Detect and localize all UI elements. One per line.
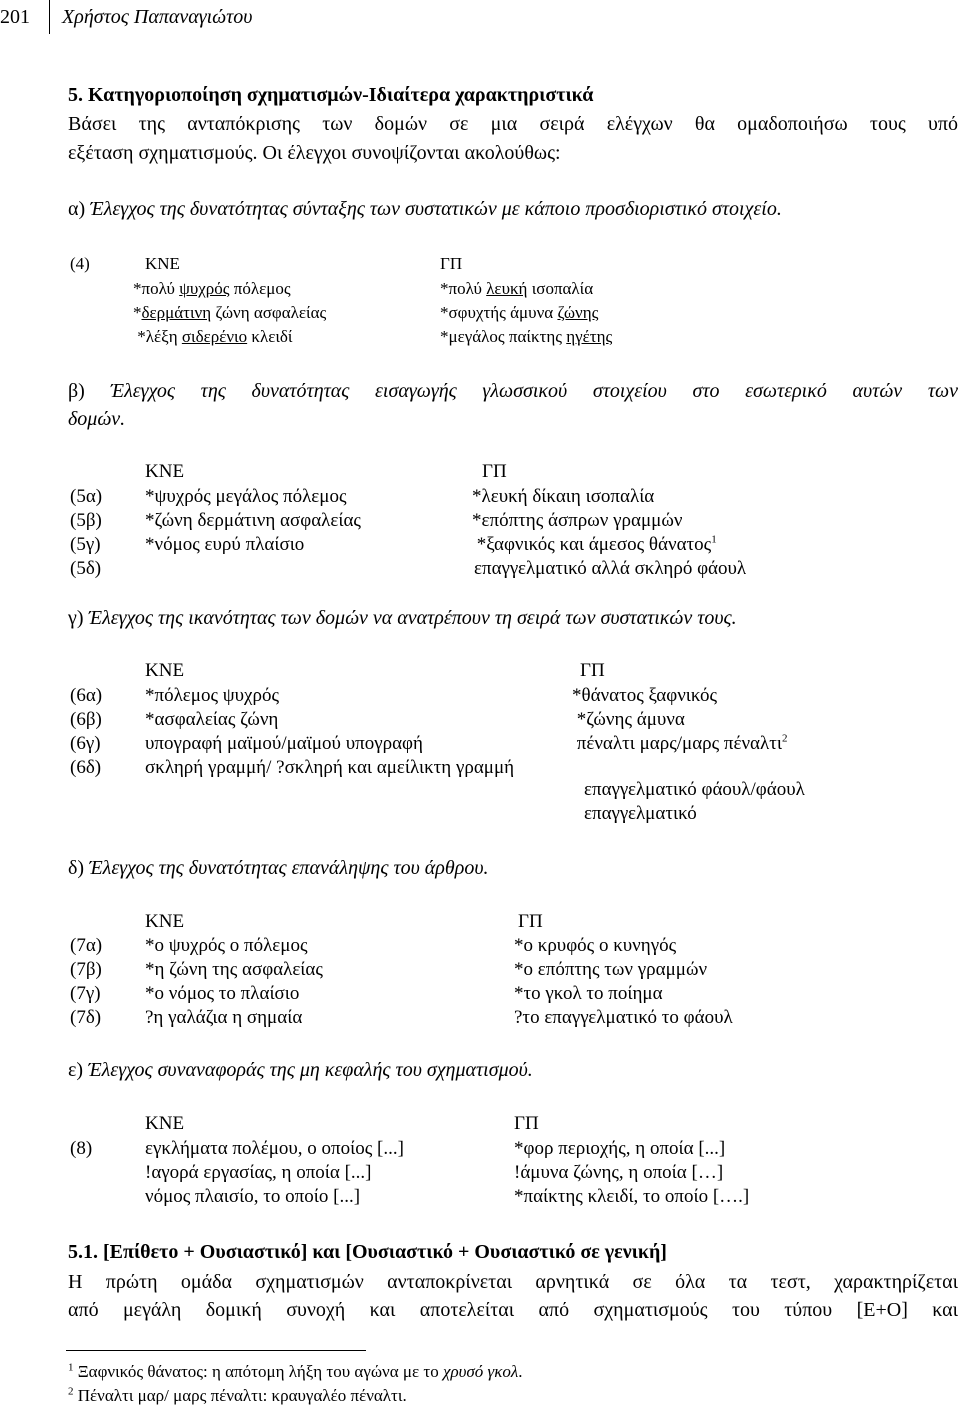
example-5d-gp: επαγγελματικό αλλά σκληρό φάουλ [474,558,747,579]
test-a-title: Έλεγχος της δυνατότητας σύνταξης των συστατικών με κάποιο προσδιοριστικό στοιχείο. [90,198,782,220]
example-7d-label: (7δ) [70,1007,102,1028]
example-5b-kne: *ζώνη δερμάτινη ασφαλείας [145,510,361,531]
section51-line1: Η πρώτη ομάδα σχηματισμών ανταποκρίνεται αρνητικά σε όλα τα τεστ, χαρακτηρίζεται [68,1271,958,1293]
example-8-kne-1: εγκλήματα πολέμου, ο οποίος [...] [145,1138,404,1159]
example-7a-label: (7α) [70,935,103,956]
footnote-separator [66,1350,366,1351]
example-8-kne-2: !αγορά εργασίας, η οποία [...] [145,1162,372,1183]
example-6d-gp-line2: επαγγελματικό [584,803,697,824]
example-7-kne-header: ΚΝΕ [145,911,185,932]
running-header-author: Χρήστος Παπαναγιώτου [62,6,253,28]
example-6c-gp: πέναλτι μαρς/μαρς πέναλτι$^2$ [572,732,788,754]
example-7-gp-header: ΓΠ [518,911,543,932]
footnote-ref-1[interactable]: 1 [711,533,717,546]
example-7c-kne: *ο νόμος το πλαίσιο [145,983,300,1004]
example-6-kne-header: ΚΝΕ [145,660,185,681]
example-8-kne-header: ΚΝΕ [145,1113,185,1134]
example-7c-label: (7γ) [70,983,101,1004]
example-8-kne-3: νόμος πλαισίο, το οποίο [...] [145,1186,361,1207]
footnote-ref-2[interactable]: 2 [781,732,788,745]
example-5b-label: (5β) [70,510,102,531]
example-6-gp-header: ΓΠ [580,660,605,681]
test-a-heading [68,199,782,219]
example-8-label: (8) [70,1138,93,1159]
footnote-1: $^1$ Ξαφνικός θάνατος: η απότομη λήξη του αγώνα με το χρυσό γκολ. [68,1361,523,1381]
section5-intro-line2: εξέταση σχηματισμούς. Οι έλεγχοι συνοψίζονται ακολούθως: [68,142,561,164]
example-6a-label: (6α) [70,685,103,706]
example-4-kne-row-3: *λέξη σιδερένιο κλειδί [133,327,293,346]
example-7a-gp: *ο κρυφός ο κυνηγός [514,935,677,956]
example-5a-kne: *ψυχρός μεγάλος πόλεμος [145,486,347,507]
example-7b-kne: *η ζώνη της ασφαλείας [145,959,323,980]
example-5c-label: (5γ) [70,534,101,555]
footnote-2: $^2$ Πέναλτι μαρ/ μαρς πέναλτι: κραυγαλέο πέναλτι. [68,1385,407,1405]
example-6c-kne: υπογραφή μαϊμού/μαϊμού υπογραφή [145,733,423,754]
example-6a-kne: *πόλεμος ψυχρός [145,685,279,706]
page-number: 201 [0,6,30,28]
example-6b-label: (6β) [70,709,102,730]
example-5c-kne: *νόμος ευρύ πλαίσιο [145,534,305,555]
example-4-label: (4) [70,254,90,273]
example-5a-label: (5α) [70,486,103,507]
example-6d-gp-line1: επαγγελματικό φάουλ/φάουλ [584,779,805,800]
example-7b-label: (7β) [70,959,102,980]
example-4-kne-row-2: *δερμάτινη ζώνη ασφαλείας [133,303,327,322]
test-c-heading: γ) Έλεγχος της ικανότητας των δομών να ανατρέπουν τη σειρά των συστατικών τους. [68,607,737,629]
example-6b-gp: *ζώνης άμυνα [572,709,685,730]
example-5c-gp: *ξαφνικός και άμεσος θάνατος$^1$ [472,533,717,555]
example-6b-kne: *ασφαλείας ζώνη [145,709,279,730]
example-6d-label: (6δ) [70,757,102,778]
example-5b-gp: *επόπτης άσπρων γραμμών [472,510,683,531]
example-4-gp-row-2: *σφυχτής άμυνα ζώνης [440,303,599,322]
example-4-gp-header: ΓΠ [440,254,463,273]
example-8-gp-3: *παίκτης κλειδί, το οποίο [….] [514,1186,750,1207]
example-5-gp-header: ΓΠ [482,461,507,482]
example-7a-kne: *ο ψυχρός ο πόλεμος [145,935,308,956]
test-e-heading: ε) Έλεγχος συναναφοράς της μη κεφαλής του σχηματισμού. [68,1059,533,1081]
example-4-kne-header: ΚΝΕ [145,254,180,273]
test-a-marker: α) [68,198,91,220]
test-b-heading-line1: β) Έλεγχος της δυνατότητας εισαγωγής γλωσσικού στοιχείου στο εσωτερικό αυτών των [68,380,958,402]
test-d-heading: δ) Έλεγχος της δυνατότητας επανάληψης του άρθρου. [68,857,489,879]
example-7d-gp: ?το επαγγελματικό το φάουλ [514,1007,733,1028]
example-5a-gp: *λευκή δίκαιη ισοπαλία [472,486,655,507]
example-7d-kne: ?η γαλάζια η σημαία [145,1007,303,1028]
test-b-heading-line2: δομών. [68,408,126,430]
example-7c-gp: *το γκολ το ποίημα [514,983,663,1004]
example-5d-label: (5δ) [70,558,102,579]
section-heading-5: 5. Κατηγοριοποίηση σχηματισμών-Ιδιαίτερα χαρακτηριστικά [68,84,594,106]
example-4-gp-row-1: *πολύ λευκή ισοπαλία [440,279,594,298]
example-7b-gp: *ο επόπτης των γραμμών [514,959,708,980]
example-8-gp-1: *φορ περιοχής, η οποία [...] [514,1138,726,1159]
example-8-gp-header: ΓΠ [514,1113,539,1134]
section5-intro-line1: Βάσει της ανταπόκρισης των δομών σε μια σειρά ελέγχων θα ομαδοποιήσω τους υπό [68,113,958,135]
section51-line2: από μεγάλη δομική συνοχή και αποτελείται από σχηματισμούς του τύπου [Ε+Ο] και [68,1299,958,1321]
example-4-kne-row-1: *πολύ ψυχρός πόλεμος [133,279,291,298]
section-heading-5-1: 5.1. [Επίθετο + Ουσιαστικό] και [Ουσιαστικό + Ουσιαστικό σε γενική] [68,1241,667,1263]
header-separator [49,0,50,34]
example-4-gp-row-3: *μεγάλος παίκτης ηγέτης [440,327,613,346]
example-6a-gp: *θάνατος ξαφνικός [572,685,718,706]
example-6d-kne: σκληρή γραμμή/ ?σκληρή και αμείλικτη γραμμή [145,757,515,778]
example-5-kne-header: ΚΝΕ [145,461,185,482]
example-8-gp-2: !άμυνα ζώνης, η οποία […] [514,1162,724,1183]
example-6c-label: (6γ) [70,733,101,754]
